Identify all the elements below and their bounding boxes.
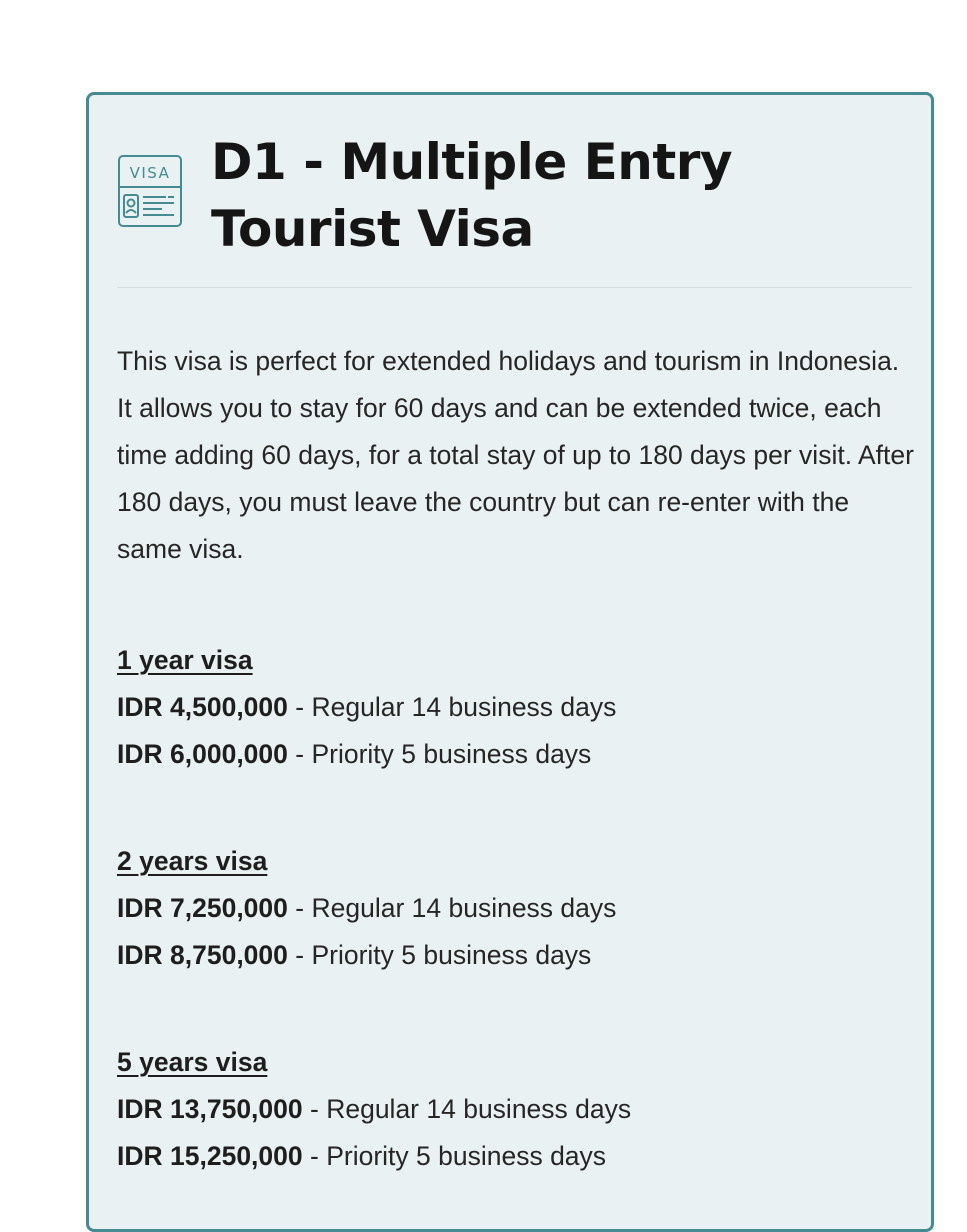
price-separator: -	[287, 893, 312, 923]
visa-option-1-year	[117, 637, 897, 778]
price-separator: -	[287, 692, 312, 722]
price-detail: Priority 5 business days	[311, 940, 592, 970]
visa-card	[86, 92, 934, 1232]
visa-passport-icon	[118, 155, 182, 227]
price-amount: IDR 8,750,000	[117, 940, 288, 970]
price-amount: IDR 7,250,000	[117, 893, 288, 923]
visa-option-2-years	[117, 838, 897, 979]
page-title: D1 - Multiple Entry Tourist Visa	[211, 133, 733, 258]
price-amount: IDR 4,500,000	[117, 692, 288, 722]
price-separator: -	[302, 1094, 327, 1124]
visa-option-5-years	[117, 1039, 897, 1180]
price-separator: -	[302, 1141, 327, 1171]
price-amount: IDR 15,250,000	[117, 1141, 303, 1171]
price-line-regular	[117, 684, 897, 731]
price-detail: Regular 14 business days	[311, 893, 617, 923]
visa-icon-label: VISA	[129, 164, 171, 182]
price-line-priority	[117, 1133, 897, 1180]
price-detail: Priority 5 business days	[311, 739, 592, 769]
price-amount: IDR 13,750,000	[117, 1094, 303, 1124]
price-line-priority	[117, 731, 897, 778]
visa-option-title: 1 year visa	[117, 645, 253, 675]
visa-option-title: 2 years visa	[117, 846, 268, 876]
price-line-regular	[117, 885, 897, 932]
price-detail: Priority 5 business days	[326, 1141, 607, 1171]
price-separator: -	[287, 739, 312, 769]
price-separator: -	[287, 940, 312, 970]
visa-description: This visa is perfect for extended holidays and tourism in Indonesia. It allows you to stay for 60 days and can be extended twice, each time adding 60 days, for a total stay of up to 180 days per visit. After 180 days, you must leave the country but can re-enter with the same visa.	[117, 346, 914, 564]
price-detail: Regular 14 business days	[326, 1094, 632, 1124]
visa-option-title: 5 years visa	[117, 1047, 268, 1077]
price-line-regular	[117, 1086, 897, 1133]
price-detail: Regular 14 business days	[311, 692, 617, 722]
header-divider	[117, 287, 912, 288]
price-amount: IDR 6,000,000	[117, 739, 288, 769]
price-line-priority	[117, 932, 897, 979]
